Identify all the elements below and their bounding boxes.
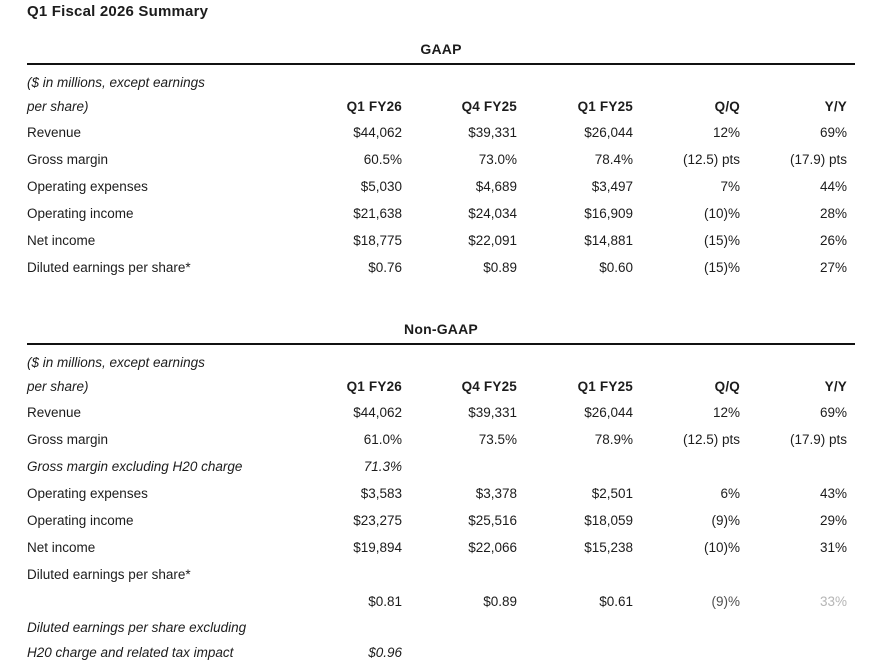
- row-label: Diluted earnings per share*: [27, 260, 191, 275]
- cell-q4-fy25: $3,378: [475, 486, 517, 501]
- table-row: [27, 173, 855, 200]
- cell-yy: 26%: [819, 233, 847, 248]
- cell-qq: (10)%: [703, 206, 740, 221]
- row-label: Operating income: [27, 513, 134, 528]
- cell-yy: 44%: [819, 179, 847, 194]
- column-header-q4-fy25: Q4 FY25: [461, 99, 517, 114]
- cell-q1-fy26: $18,775: [353, 233, 402, 248]
- cell-q4-fy25: $22,091: [468, 233, 517, 248]
- table-caption: [27, 351, 287, 399]
- cell-q1-fy25: $26,044: [584, 405, 633, 420]
- cell-qq: 6%: [720, 486, 740, 501]
- column-header-q1-fy26: Q1 FY26: [346, 379, 402, 394]
- cell-yy: 27%: [819, 260, 847, 275]
- cell-q1-fy25: $16,909: [584, 206, 633, 221]
- column-header-qq: Q/Q: [714, 379, 740, 394]
- gaap-table: [27, 42, 855, 281]
- cell-q1-fy26: 61.0%: [363, 432, 402, 447]
- cell-q1-fy26: $0.96: [368, 645, 402, 660]
- gaap-section-title: GAAP: [27, 42, 855, 65]
- cell-yy: 29%: [819, 513, 847, 528]
- cell-q4-fy25: $0.89: [483, 594, 517, 609]
- table-row: [27, 588, 855, 615]
- non-gaap-table: [27, 322, 855, 665]
- cell-q4-fy25: 73.5%: [478, 432, 517, 447]
- row-label: Net income: [27, 233, 96, 248]
- row-label-line-2: H20 charge and related tax impact: [27, 645, 234, 660]
- non-gaap-section-title: Non-GAAP: [27, 322, 855, 345]
- table-caption: [27, 71, 287, 119]
- cell-yy: (17.9) pts: [789, 432, 847, 447]
- cell-q4-fy25: $4,689: [475, 179, 517, 194]
- table-row: [27, 453, 855, 480]
- cell-qq: (12.5) pts: [682, 432, 740, 447]
- table-row: [27, 426, 855, 453]
- cell-yy: 43%: [819, 486, 847, 501]
- non-gaap-table-header: [27, 345, 855, 399]
- cell-yy: 69%: [819, 405, 847, 420]
- cell-q4-fy25: 73.0%: [478, 152, 517, 167]
- cell-q1-fy26: $0.76: [368, 260, 402, 275]
- row-label: Revenue: [27, 405, 82, 420]
- cell-q1-fy25: 78.9%: [594, 432, 633, 447]
- row-label-line-1: Diluted earnings per share excluding: [27, 620, 247, 635]
- cell-qq: (12.5) pts: [682, 152, 740, 167]
- cell-q1-fy25: $26,044: [584, 125, 633, 140]
- column-header-q1-fy25: Q1 FY25: [577, 379, 633, 394]
- cell-q1-fy25: $2,501: [591, 486, 633, 501]
- cell-yy: (17.9) pts: [789, 152, 847, 167]
- cell-yy: 28%: [819, 206, 847, 221]
- cell-yy: 69%: [819, 125, 847, 140]
- cell-qq: (15)%: [703, 260, 740, 275]
- row-label: Gross margin: [27, 152, 109, 167]
- column-header-yy: Y/Y: [824, 379, 847, 394]
- cell-yy: 31%: [819, 540, 847, 555]
- cell-q1-fy25: $0.61: [599, 594, 633, 609]
- cell-qq: (15)%: [703, 233, 740, 248]
- table-row: [27, 200, 855, 227]
- column-header-qq: Q/Q: [714, 99, 740, 114]
- cell-q1-fy26: 60.5%: [363, 152, 402, 167]
- cell-qq: 12%: [712, 405, 740, 420]
- row-label: [27, 615, 287, 665]
- cell-qq: 12%: [712, 125, 740, 140]
- table-row: [27, 119, 855, 146]
- table-row: [27, 561, 855, 588]
- cell-q1-fy26: $44,062: [353, 125, 402, 140]
- caption-line-1: ($ in millions, except earnings: [27, 75, 205, 90]
- cell-q1-fy26: $3,583: [360, 486, 402, 501]
- row-label: Operating income: [27, 206, 134, 221]
- cell-qq: (9)%: [711, 513, 740, 528]
- column-header-q4-fy25: Q4 FY25: [461, 379, 517, 394]
- table-row: [27, 227, 855, 254]
- cell-q1-fy26: $5,030: [360, 179, 402, 194]
- table-row: [27, 534, 855, 561]
- cell-q1-fy26: $19,894: [353, 540, 402, 555]
- cell-q4-fy25: $25,516: [468, 513, 517, 528]
- cell-q4-fy25: $22,066: [468, 540, 517, 555]
- cell-q4-fy25: $24,034: [468, 206, 517, 221]
- cell-q1-fy26: $44,062: [353, 405, 402, 420]
- cell-qq: 7%: [720, 179, 740, 194]
- table-row: [27, 254, 855, 281]
- cell-q4-fy25: $39,331: [468, 405, 517, 420]
- column-header-q1-fy25: Q1 FY25: [577, 99, 633, 114]
- table-row: [27, 507, 855, 534]
- table-row: [27, 615, 855, 665]
- cell-qq: (9)%: [711, 594, 740, 609]
- cell-q1-fy26: 71.3%: [363, 459, 402, 474]
- page-title: Q1 Fiscal 2026 Summary: [27, 3, 209, 20]
- column-header-q1-fy26: Q1 FY26: [346, 99, 402, 114]
- cell-qq: (10)%: [703, 540, 740, 555]
- table-row: [27, 399, 855, 426]
- row-label: Diluted earnings per share*: [27, 567, 191, 582]
- cell-yy: 33%: [819, 594, 847, 609]
- cell-q1-fy26: $21,638: [353, 206, 402, 221]
- table-row: [27, 146, 855, 173]
- column-header-yy: Y/Y: [824, 99, 847, 114]
- table-row: [27, 480, 855, 507]
- cell-q1-fy26: $0.81: [368, 594, 402, 609]
- cell-q1-fy25: $3,497: [591, 179, 633, 194]
- row-label: Gross margin excluding H20 charge: [27, 459, 243, 474]
- cell-q1-fy25: $18,059: [584, 513, 633, 528]
- cell-q1-fy26: $23,275: [353, 513, 402, 528]
- caption-line-2: per share): [27, 99, 89, 114]
- row-label: Revenue: [27, 125, 82, 140]
- row-label: Net income: [27, 540, 96, 555]
- row-label: Operating expenses: [27, 179, 148, 194]
- cell-q4-fy25: $39,331: [468, 125, 517, 140]
- cell-q1-fy25: $14,881: [584, 233, 633, 248]
- cell-q1-fy25: $15,238: [584, 540, 633, 555]
- cell-q1-fy25: 78.4%: [594, 152, 633, 167]
- row-label: Gross margin: [27, 432, 109, 447]
- cell-q1-fy25: $0.60: [599, 260, 633, 275]
- cell-q4-fy25: $0.89: [483, 260, 517, 275]
- gaap-table-header: [27, 65, 855, 119]
- caption-line-1: ($ in millions, except earnings: [27, 355, 205, 370]
- caption-line-2: per share): [27, 379, 89, 394]
- row-label: Operating expenses: [27, 486, 148, 501]
